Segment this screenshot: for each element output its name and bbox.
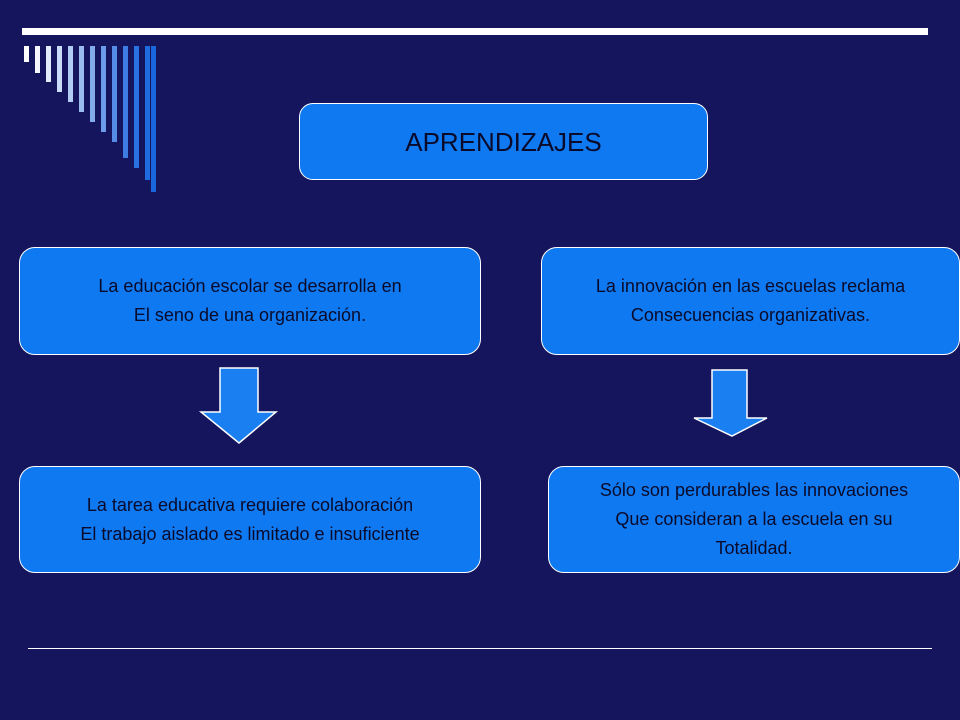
- stripe: [24, 46, 29, 62]
- stripe: [90, 46, 95, 122]
- bottom-rule: [28, 648, 932, 649]
- top-rule: [22, 28, 928, 35]
- left-down-arrow-icon: [198, 366, 280, 446]
- right-bottom-line3: Totalidad.: [715, 538, 793, 558]
- left-bottom-line2: El trabajo aislado es limitado e insuficiente: [80, 523, 420, 544]
- stripe: [68, 46, 73, 102]
- right-bottom-line2: Que consideran a la escuela en su: [615, 509, 893, 529]
- stripe: [35, 46, 40, 73]
- stripe: [112, 46, 117, 142]
- stripe: [101, 46, 106, 132]
- stripe: [134, 46, 139, 168]
- right-bottom-content: [600, 476, 908, 563]
- left-bottom-line1: La tarea educativa requiere colaboración: [86, 494, 414, 515]
- left-bottom-content: [80, 491, 419, 549]
- right-bottom-box: [548, 466, 960, 573]
- left-bottom-box: [19, 466, 481, 573]
- stripe: [57, 46, 62, 92]
- title-box: [299, 103, 708, 180]
- left-top-box: [19, 247, 481, 355]
- stripe: [123, 46, 128, 158]
- left-top-line1: La educación escolar se desarrolla en: [98, 276, 402, 296]
- right-bottom-line1: Sólo son perdurables las innovaciones: [599, 480, 909, 500]
- right-down-arrow-icon: [691, 368, 771, 440]
- title-text: APRENDIZAJES: [405, 126, 602, 157]
- stripe: [46, 46, 51, 82]
- stripe: [79, 46, 84, 112]
- left-top-content: [98, 272, 401, 330]
- left-top-line2: El seno de una organización.: [133, 305, 367, 325]
- stripe: [151, 46, 156, 192]
- right-top-line1: La innovación en las escuelas reclama: [595, 276, 906, 296]
- right-top-content: [596, 272, 905, 330]
- right-top-line2: Consecuencias organizativas.: [630, 305, 871, 325]
- stripe: [145, 46, 150, 180]
- right-top-box: [541, 247, 960, 355]
